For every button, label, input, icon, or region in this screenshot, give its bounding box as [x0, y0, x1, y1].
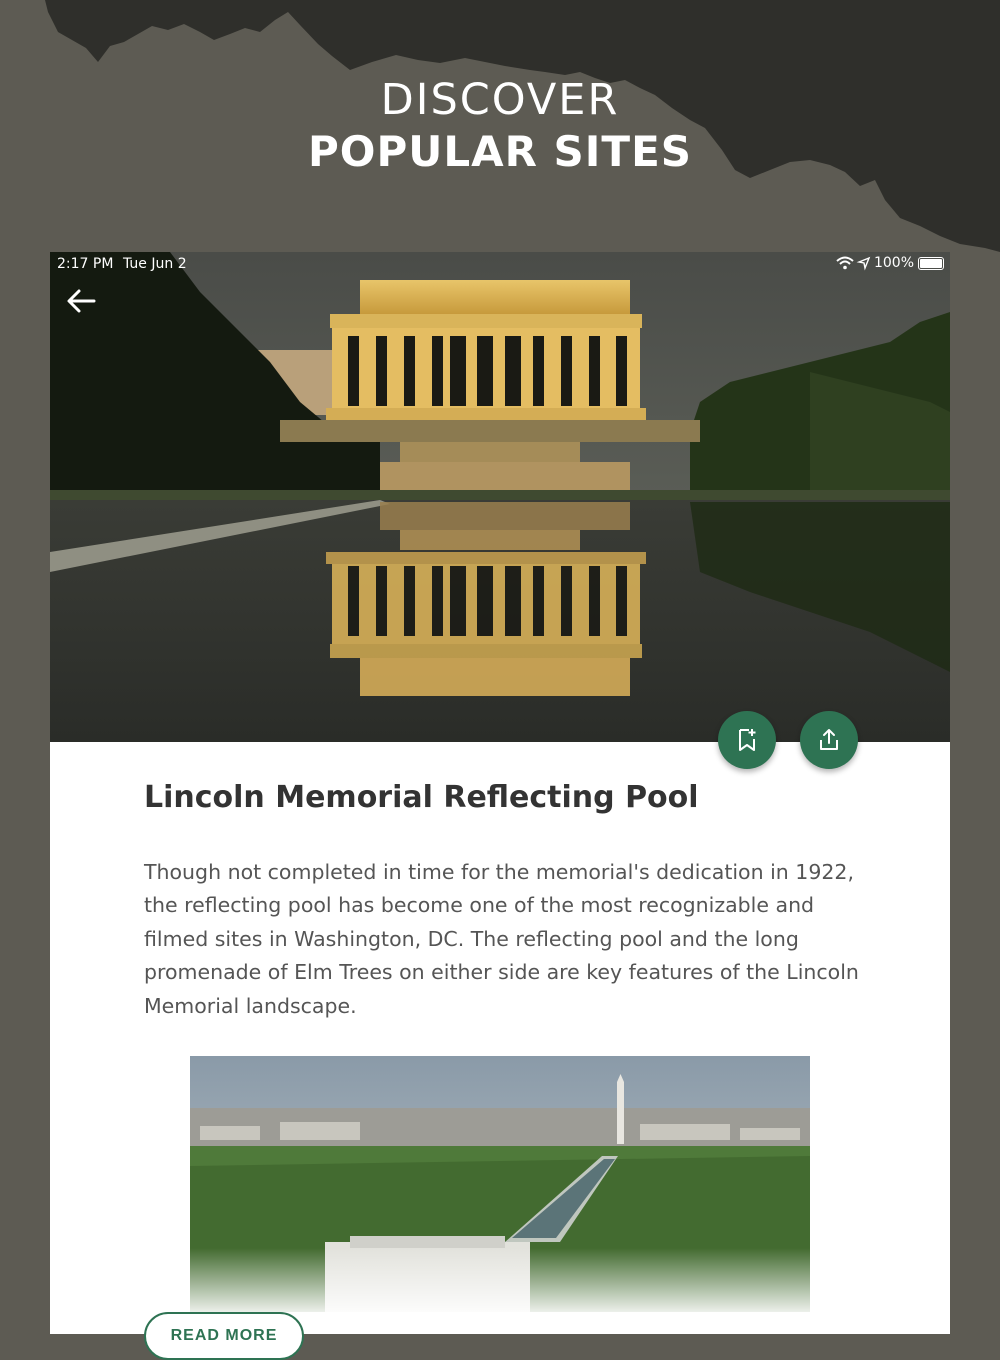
headline-line-2: POPULAR SITES	[307, 127, 693, 176]
status-time: 2:17 PM	[57, 256, 114, 272]
status-date: Tue Jun 2	[123, 256, 187, 272]
bookmark-add-button[interactable]	[718, 711, 776, 769]
aerial-photo	[190, 1056, 810, 1312]
headline-line-1: DISCOVER	[380, 75, 620, 125]
device-screen	[50, 252, 950, 1344]
battery-icon	[918, 257, 944, 270]
share-icon	[816, 727, 842, 753]
site-title: Lincoln Memorial Reflecting Pool	[144, 780, 699, 815]
wifi-icon	[836, 256, 854, 270]
back-button[interactable]	[64, 286, 100, 316]
site-description: Though not completed in time for the memorial's dedication in 1922, the reflecting pool has become one of the most recognizable and filmed sites in Washington, DC. The reflecting pool and the long promenade of Elm Trees on either side are key features of the Lincoln Memorial landscape.	[144, 860, 859, 1018]
status-bar	[50, 252, 950, 276]
arrow-left-icon	[64, 286, 100, 316]
location-icon	[858, 257, 870, 269]
share-button[interactable]	[800, 711, 858, 769]
status-right	[836, 255, 944, 271]
read-more-button[interactable]: READ MORE	[144, 1312, 304, 1360]
bookmark-plus-icon	[734, 727, 760, 753]
page-headline	[0, 74, 1000, 178]
battery-percent: 100%	[873, 255, 914, 271]
hero-image	[50, 252, 950, 742]
